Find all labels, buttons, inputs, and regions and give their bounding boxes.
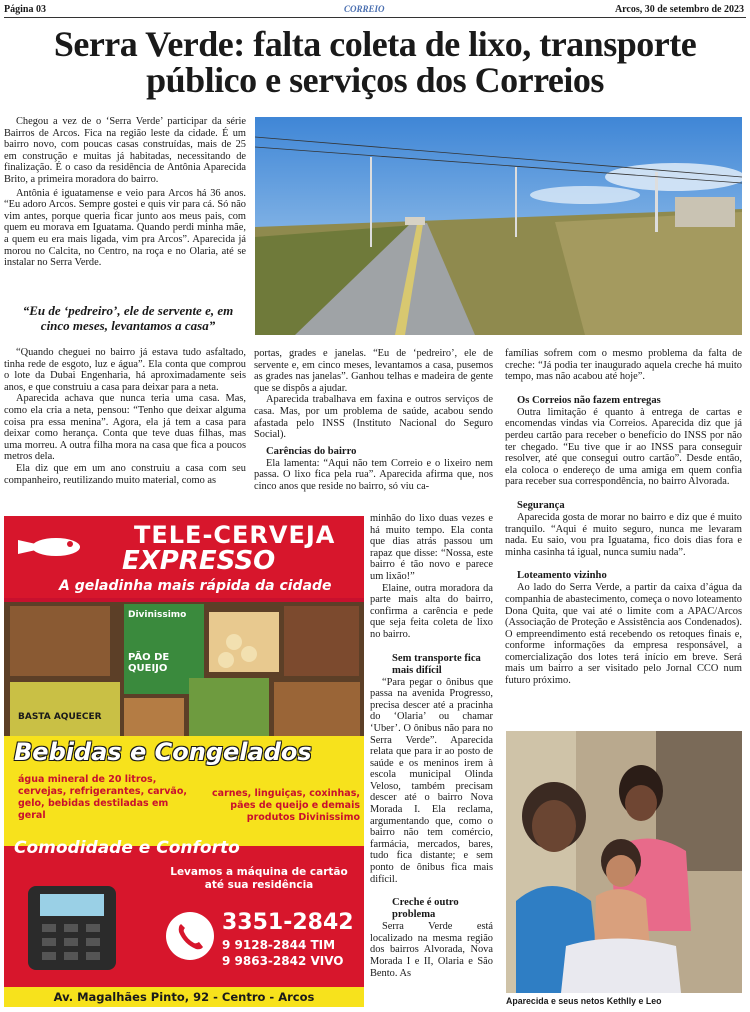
subhead-transporte: Sem transporte fica mais difícil (392, 652, 481, 676)
phone-icon (166, 912, 214, 960)
article-headline: Serra Verde: falta coleta de lixo, transporte público e serviços dos Correios (53, 24, 697, 100)
paragraph: Ela lamenta: “Aqui não tem Correio e o lixeiro nem passa. O lixo fica pela rua”. Aparecida afirma que, nos cinco anos que reside no bairro, só viu ca- (254, 457, 493, 492)
ad-banner-2: Comodidade e Conforto (14, 838, 240, 858)
family-photo (506, 731, 742, 993)
page-number: Página 03 (4, 4, 46, 15)
product-label: PÃO DE QUEIJO (128, 652, 170, 674)
ad-header (4, 516, 364, 598)
paragraph: “Quando cheguei no bairro já estava tudo asfaltado, tinha rede de esgoto, luz e água”. Ela conta que comprou o lote da Dubai Engenharia, há aproximadamente seis anos, e que construiu a casa para deixar para a neta. (4, 347, 246, 393)
column-2-top (254, 348, 493, 493)
column-3 (505, 348, 742, 687)
ad-phone-vivo: 9 9863-2842 VIVO (222, 954, 344, 968)
paragraph: Chegou a vez de o ‘Serra Verde’ participar da série Bairros de Arcos. Fica na região leste da cidade. É um bairro novo, com poucas casas construídas, mais de 25 em construção e muitas já habitadas, necessitando de finalização. É o caso da residência de Antônia Aparecida Brito, a primeira moradora do bairro. (4, 116, 246, 185)
paragraph: Elaine, outra moradora da parte mais alta do bairro, confirma a carência e pede que seja feita coleta de lixo no bairro. (370, 582, 493, 640)
date-line: Arcos, 30 de setembro de 2023 (614, 4, 744, 15)
paragraph: Antônia é iguatamense e veio para Arcos há 36 anos. “Eu adoro Arcos. Sempre gostei e quis vir para cá. Só não vim antes, porque queria ficar junto aos meus pais, com quem eu morava em Iguatama. Quando perdi minha mãe, a quem eu era mais ligada, vim pra Arcos”. Aparecida já morou no Calcita, no Centro, na roça e no Olaria, até se instalar no Serra Verde. (4, 187, 246, 269)
ad-brand-line2: EXPRESSO (122, 546, 276, 576)
subhead-seguranca: Segurança (517, 499, 565, 511)
ad-card-line: Levamos a máquina de cartão até sua residência (170, 866, 348, 891)
paragraph: Outra limitação é quanto à entrega de cartas e encomendas vindas via Correios. Aparecida diz que já perdeu cartão para receber o benefício do INSS por não ter chegado. “Eu tive que ir ao INSS para conseguir resolver, até que consegui outro cartão”. Desde então, ela coloca o endereço de uma amiga em quem confia para receber sua correspondência, no bairro Alvorada. (505, 406, 742, 488)
paragraph: Aparecida gosta de morar no bairro e diz que é muito tranquilo. “Aqui é muito seguro, nunca me levaram nada. Eu saio, vou pra Iguatama, fico dois dias fora e minha casinha tá igual, nunca sumiu nada”. (505, 511, 742, 558)
paragraph: Ao lado do Serra Verde, a partir da caixa d’água da companhia de abastecimento, começa o novo loteamento Dona Quita, que vai até o limite com a APAC/Arcos (Associação de Proteção e Assistência aos Condenados). O empreendimento está recebendo os retoques finais e, conforme informações da empresa responsável, a comercialização dos lotes terá início em breve. Será mais um bairro a ser visitado pelo Jornal CCO num futuro próximo. (505, 582, 742, 687)
paragraph: minhão do lixo duas vezes e há muito tempo. Ela conta que dias atrás passou um rapaz que disse: “Nossa, este bairro é tão novo e parece um lixão!” (370, 513, 493, 582)
ad-contact-section (4, 838, 364, 1007)
subhead-loteamento: Loteamento vizinho (517, 570, 607, 582)
card-machine-icon (18, 876, 128, 976)
delivery-logo-icon (18, 530, 88, 564)
ad-address: Av. Magalhães Pinto, 92 - Centro - Arcos (4, 987, 364, 1007)
paragraph: “Para pegar o ônibus que passa na avenida Progresso, precisa descer até a pracinha do ‘Olaria’ ou chamar ‘Uber’. O ônibus não para no Serra Verde”. Aparecida relata que para ir ao posto de saúde e os meninos irem à escola municipal Olinda Veloso, também precisam descer até o bairro Nova Morada I. Ela reclama, argumentando que, como o bairro não tem comércio, farmácia, mercados, bares, tudo fica distante; e sem ponto de ônibus fica mais difícil. (370, 676, 493, 885)
subhead-carencias: Carências do bairro (266, 445, 357, 457)
ad-yellow-section (4, 736, 364, 846)
column-1-bottom (4, 347, 246, 486)
page-header-bar (4, 4, 746, 18)
subhead-creche: Creche é outro problema (392, 897, 459, 921)
column-1-top (4, 116, 246, 269)
product-label: Divinissimo (128, 610, 187, 620)
ad-list-right: carnes, linguiças, coxinhas, pães de queijo e demais produtos Divinissimo (212, 788, 360, 823)
ad-phone-tim: 9 9128-2844 TIM (222, 938, 336, 952)
column-2-narrow (370, 513, 493, 979)
masthead-logo: CORREIO (344, 4, 385, 14)
advertisement-tele-cerveja (4, 516, 364, 1007)
paragraph: Serra Verde está localizado na mesma região dos bairros Alvorada, Nova Morada I e II, Olaria e São Bento. As (370, 921, 493, 979)
paragraph: Aparecida achava que nunca teria uma casa. Mas, como ela cria a neta, pensou: “Tenho que deixar alguma coisa pra essa menina”. Agora, ela já tem a casa para deixar como herança. Conta que teve duas filhas, mas uma morreu. A outra filha mora na casa que fica a poucos metros dela. (4, 393, 246, 463)
ad-brand-line1: TELE-CERVEJA (134, 521, 336, 549)
product-label: BASTA AQUECER (18, 712, 102, 722)
ad-tagline: A geladinha mais rápida da cidade (59, 578, 332, 594)
pull-quote: “Eu de ‘pedreiro’, ele de servente e, em cinco meses, levantamos a casa” (22, 303, 234, 333)
paragraph: Ela diz que em um ano construiu a casa com seu companheiro, reutilizando muito material, como as (4, 462, 246, 486)
ad-banner-title: Bebidas e Congelados (14, 738, 312, 766)
paragraph: famílias sofrem com o mesmo problema da falta de creche: “Já podia ter inaugurado aquela creche há muito tempo, mas não acabou até hoje”. (505, 348, 742, 383)
ad-list-left: água mineral de 20 litros, cervejas, refrigerantes, carvão, gelo, bebidas destiladas em geral (18, 774, 187, 821)
subhead-correios: Os Correios não fazem entregas (517, 394, 661, 406)
photo-caption: Aparecida e seus netos Kethlly e Leo (506, 996, 662, 1006)
paragraph: portas, grades e janelas. “Eu de ‘pedreiro’, ele de servente e, em cinco meses, levantamos a casa, pusemos as grades nas janelas”. Ganhou telhas e madeira de gente que se dispôs a ajudar. (254, 348, 493, 394)
ad-phone-main: 3351-2842 (222, 910, 354, 935)
street-photo (255, 117, 742, 335)
paragraph: Aparecida trabalhava em faxina e outros serviços de casa. Mas, por um problema de saúde, acabou sendo afastada pelo INSS (Instituto Nacional do Seguro Social). (254, 394, 493, 441)
